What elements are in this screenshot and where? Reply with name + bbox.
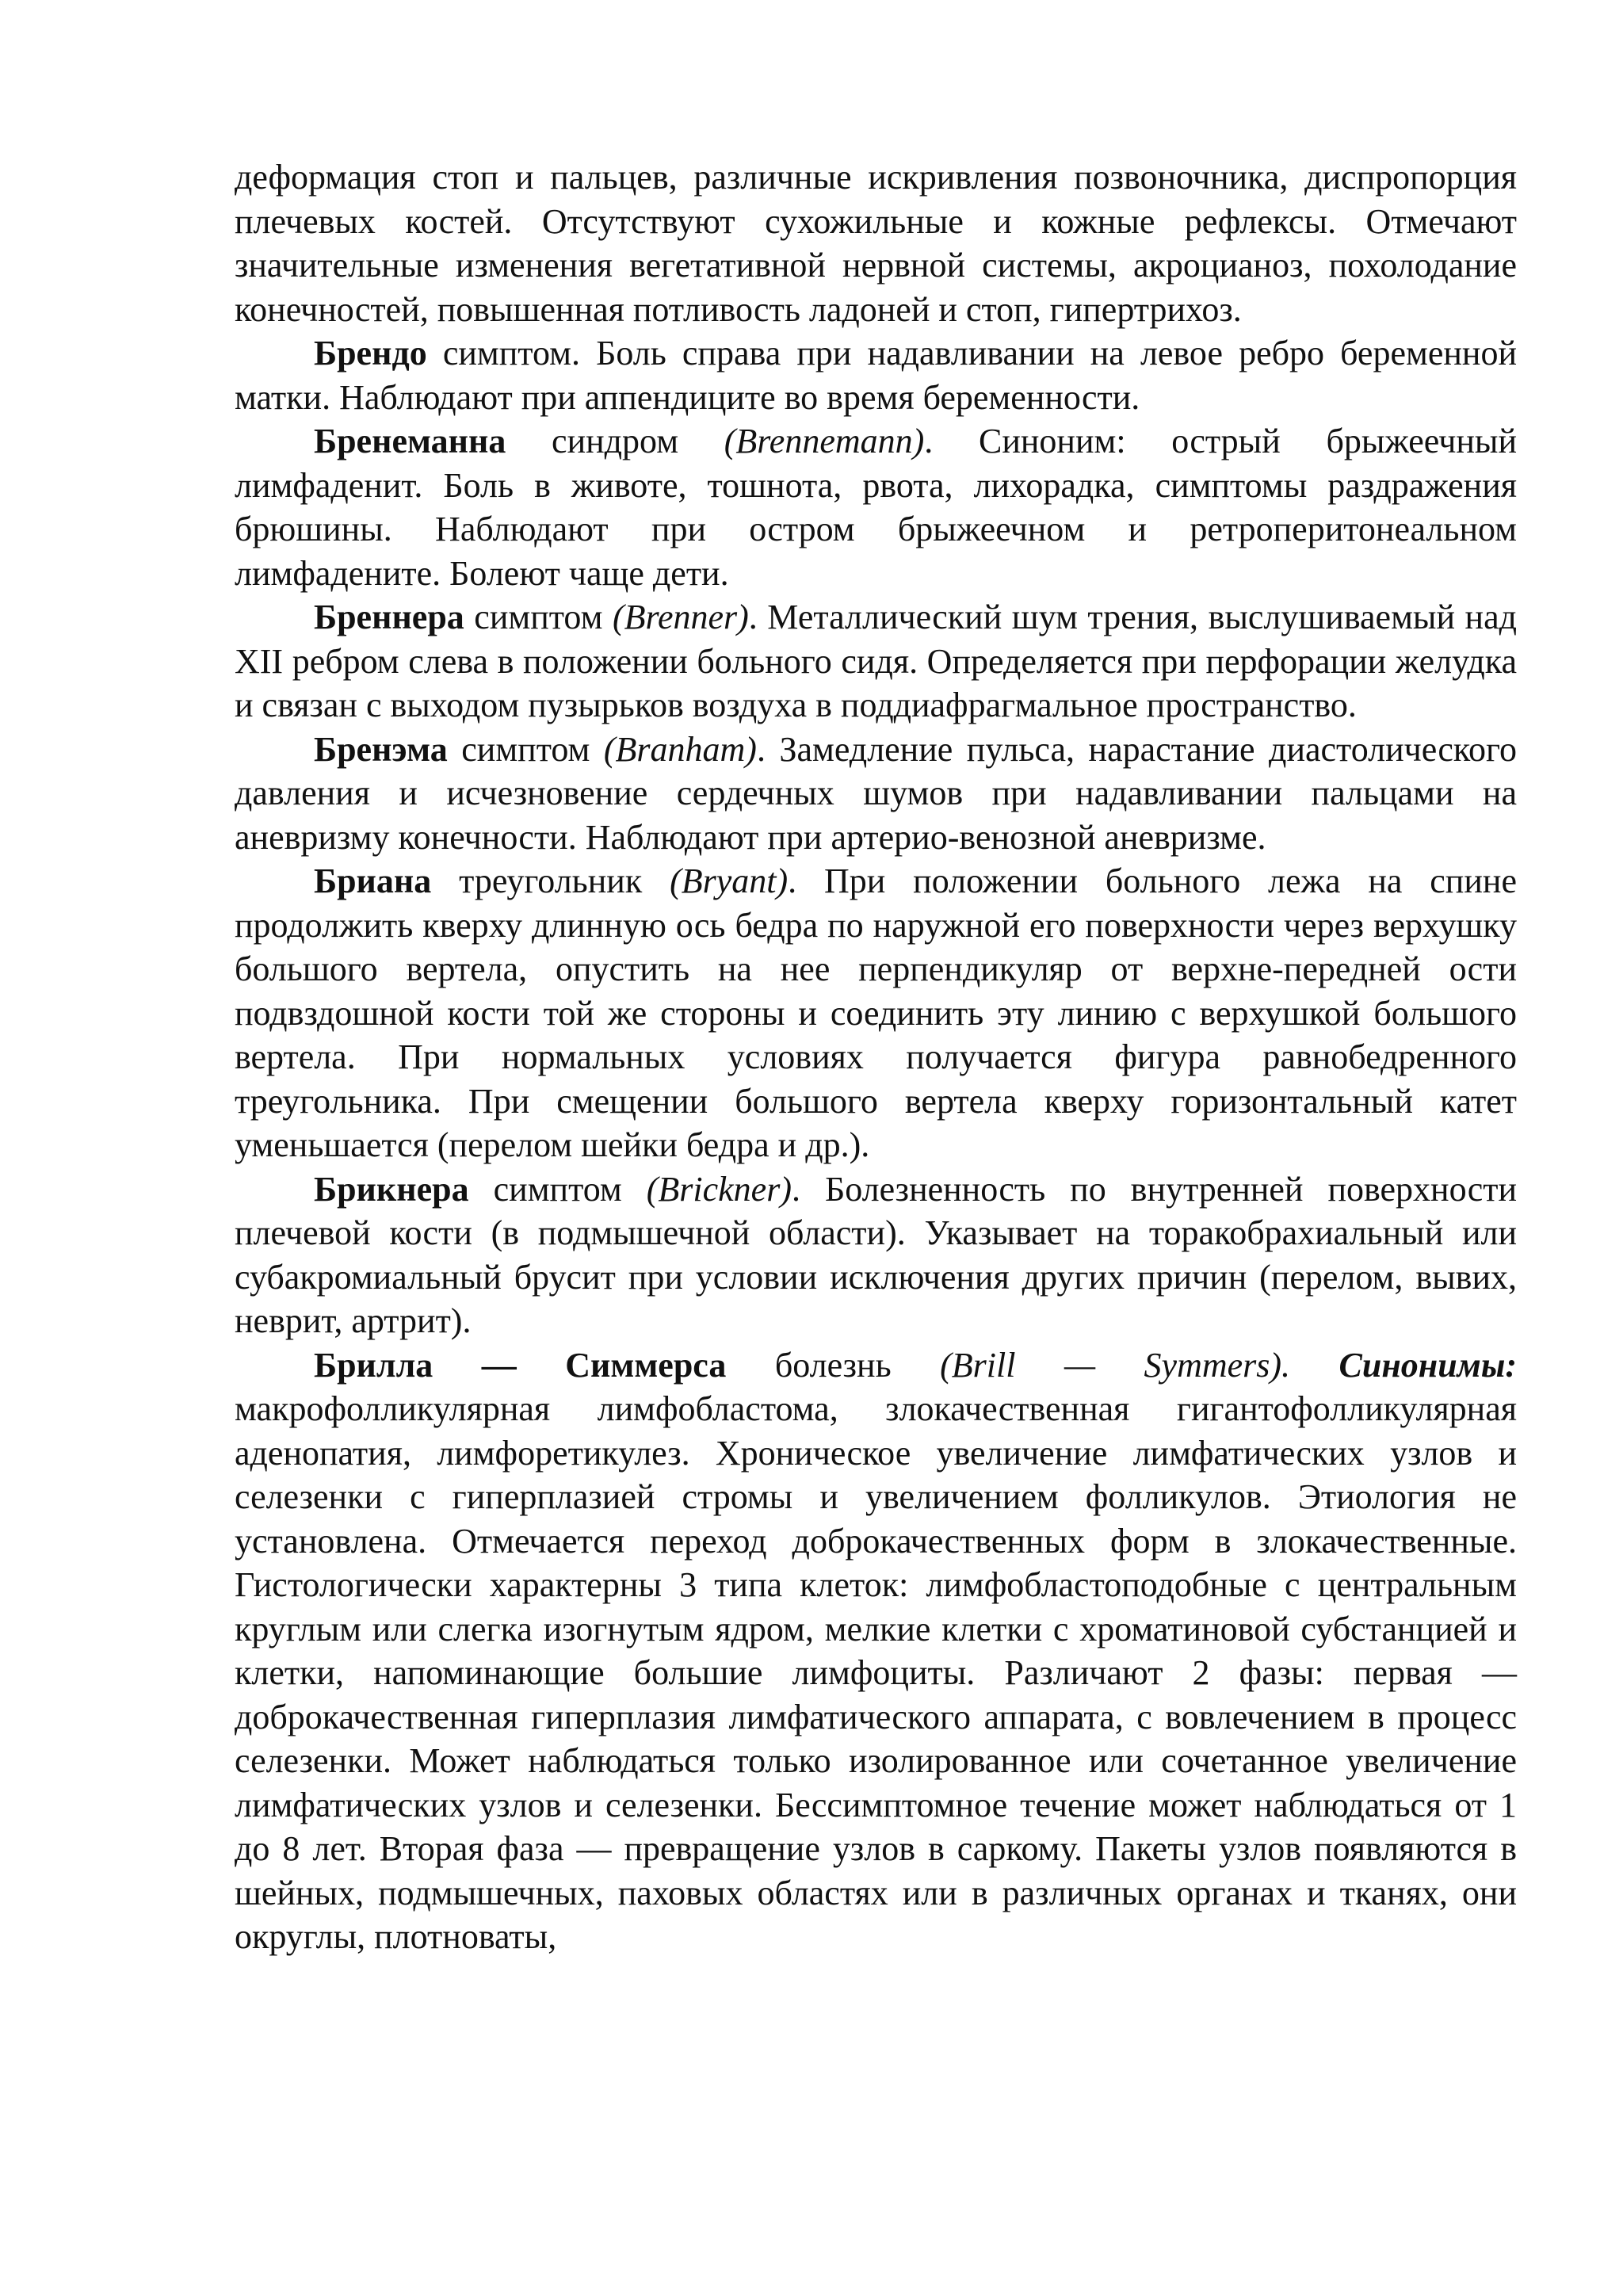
entry-term: Брикнера — [314, 1169, 469, 1209]
entry-type: болезнь — [726, 1345, 941, 1385]
entry-brenemann — [235, 419, 1517, 595]
entry-term: Бреннера — [314, 598, 464, 636]
entry-term: Брилла — Симмерса — [314, 1345, 727, 1385]
paragraph-body: деформация стоп и пальцев, различные искривления позвоночника, диспропорция плечевых костей. Отсутствуют сухожильные и кожные рефлексы. Отмечают значительные изменения вегетативной нервной системы, акроцианоз, похолодание конечностей, повышенная потливость ладоней и стоп, гипертрихоз. — [235, 158, 1517, 329]
entry-latin-name: (Brennemann) — [724, 422, 925, 460]
entry-latin-name: (Brickner) — [646, 1169, 792, 1209]
entry-type: симптом — [468, 1169, 647, 1209]
paragraph-continuation — [235, 155, 1517, 331]
entry-body: макрофолликулярная лимфобластома, злокачественная гигантофолликулярная аденопатия, лимфоретикулез. Хроническое увеличение лимфатических узлов и селезенки с гиперплазией стромы и увеличением фолликулов. Этиология не установлена. Отмечается переход доброкачественных форм в злокачественные. Гистологически характерны 3 типа клеток: лимфобластоподобные с центральным круглым или слегка изогнутым ядром, мелкие клетки с хроматиновой субстанцией и клетки, напоминающие большие лимфоциты. Различают 2 фазы: первая — доброкачественная гиперплазия лимфатического аппарата, с вовлечением в процесс селезенки. Может наблюдаться только изолированное или сочетанное увеличение лимфатических узлов и селезенки. Бессимптомное течение может наблюдаться от 1 до 8 лет. Вторая фаза — превращение узлов в саркому. Пакеты узлов появляются в шейных, подмышечных, паховых областях или в различных органах и тканях, они округлы, плотноваты, — [235, 1389, 1517, 1956]
document-page — [235, 155, 1517, 1959]
entry-type: симптом — [464, 598, 613, 636]
entry-type: симптом. — [426, 334, 597, 372]
entry-brenner — [235, 595, 1517, 728]
entry-latin-name: (Branham) — [603, 729, 757, 769]
entry-body: . При положении больного лежа на спине продолжить кверху длинную ось бедра по наружной его поверхности через верхушку большого вертела, опустить на нее перпендикуляр от верхне-передней ости подвздошной кости той же стороны и соединить эту линию с верхушкой большого вертела. При нормальных условиях получается фигура равнобедренного треугольника. При смещении большого вертела кверху горизонтальный катет уменьшается (перелом шейки бедра и др.). — [235, 861, 1517, 1164]
entry-term: Бриана — [314, 861, 432, 900]
entry-type: треугольник — [431, 861, 670, 900]
entry-term: Брендо — [314, 334, 427, 372]
entry-brill-symmers — [235, 1343, 1517, 1959]
entry-bryant — [235, 859, 1517, 1167]
entry-type: симптом — [447, 729, 604, 769]
entry-latin-name: (Bryant) — [670, 861, 789, 900]
synonyms-label: Синонимы: — [1290, 1345, 1518, 1385]
entry-body: . Металлический шум трения, выслушиваемый над XII ребром слева в положении больного сидя. Определяется при перфорации желудка и связан с выходом пузырьков воздуха в поддиафрагмальное пространство. — [235, 598, 1517, 724]
entry-brickner — [235, 1167, 1517, 1343]
entry-body: . Синоним: острый брыжеечный лимфаденит. Боль в животе, тошнота, рвота, лихорадка, симптомы раздражения брюшины. Наблюдают при остром брыжеечном и ретроперитонеальном лимфадените. Болеют чаще дети. — [235, 422, 1518, 593]
entry-term: Бренэма — [314, 729, 448, 769]
entry-body: Боль справа при надавливании на левое ребро беременной матки. Наблюдают при аппендиците во время беременности. — [235, 334, 1518, 417]
entry-latin-name: (Brenner) — [612, 598, 749, 636]
entry-body: . Замедление пульса, нарастание диастолического давления и исчезновение сердечных шумов при надавливании пальцами на аневризму конечности. Наблюдают при артерио-венозной аневризме. — [235, 729, 1517, 857]
entry-term: Бренеманна — [314, 422, 506, 460]
entry-branham — [235, 728, 1517, 860]
entry-brendo — [235, 331, 1517, 419]
entry-body: . Болезненность по внутренней поверхности плечевой кости (в подмышечной области). Указывает на торакобрахиальный или субакромиальный брусит при условии исключения других причин (перелом, вывих, неврит, артрит). — [235, 1169, 1517, 1340]
entry-latin-name: (Brill — Symmers). — [940, 1345, 1291, 1385]
entry-type: синдром — [506, 422, 724, 460]
